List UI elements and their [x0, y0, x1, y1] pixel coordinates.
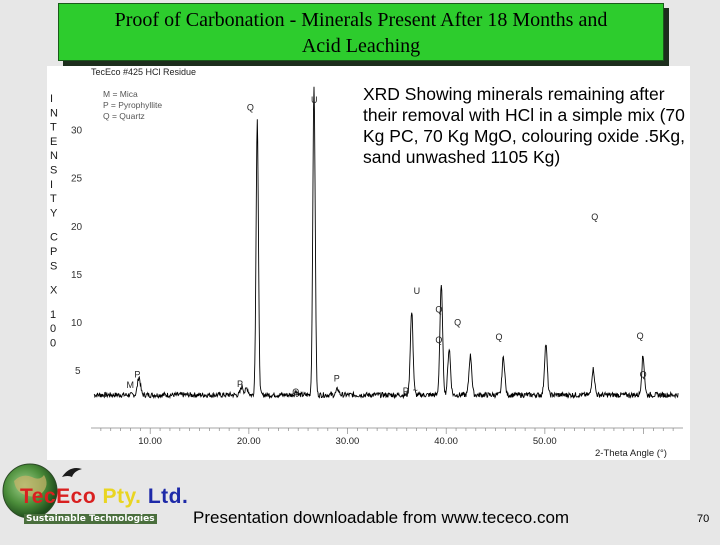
y-axis-label-letter: S	[50, 260, 58, 273]
logo-tagline: Sustainable Technologies	[26, 514, 155, 524]
y-tick-label: 20	[71, 221, 83, 233]
y-axis-label-letter: T	[50, 193, 57, 206]
x-axis-label: 2-Theta Angle (°)	[595, 448, 667, 459]
y-axis-label-letter: T	[50, 121, 57, 134]
y-axis-label-letter: 0	[50, 337, 57, 350]
peak-label: P	[134, 369, 141, 380]
logo-wordmark: TecEco Pty. Ltd.	[20, 485, 189, 508]
peak-label: Q	[495, 332, 503, 343]
x-tick-label: 50.00	[532, 436, 557, 447]
y-axis-label-letter: E	[50, 135, 58, 148]
peak-label: P	[333, 373, 340, 384]
chart-description: XRD Showing minerals remaining after their removal with HCl in a simple mix (70 Kg PC, 70 Kg MgO, colouring oxide .5Kg, sand unwashed 1105 Kg)	[363, 84, 685, 167]
chart-header: TecEco #425 HCl Residue	[91, 67, 197, 77]
y-axis-label-letter: 0	[50, 323, 57, 336]
peak-label: Q	[454, 317, 462, 328]
y-axis-label-letter: I	[50, 178, 54, 191]
peak-label: M	[126, 380, 135, 391]
peak-label: Q	[246, 102, 254, 113]
peak-label: U	[311, 94, 318, 105]
peak-label: Q	[591, 212, 599, 223]
y-tick-label: 15	[71, 269, 83, 281]
peak-label: Q	[435, 335, 443, 346]
y-tick-label: 30	[71, 125, 83, 137]
peak-label: U	[413, 286, 421, 297]
legend-entry: Q = Quartz	[103, 111, 145, 121]
peak-label: P	[237, 379, 244, 390]
y-axis-label-letter: C	[50, 231, 58, 244]
x-tick-label: 40.00	[434, 436, 458, 447]
y-axis-label-letter: Y	[50, 207, 58, 220]
x-tick-label: 30.00	[335, 436, 360, 447]
peak-label: ~	[412, 385, 418, 396]
y-axis-label-letter: N	[50, 107, 58, 120]
slide-title-line1: Proof of Carbonation - Minerals Present After 18 Months and	[114, 9, 608, 31]
y-tick-label: 10	[71, 317, 83, 329]
page-number: 70	[697, 513, 710, 525]
legend-entry: P = Pyrophyllite	[103, 100, 163, 110]
peak-label: Q	[639, 369, 647, 380]
x-tick-label: 10.00	[138, 436, 162, 447]
y-axis-label-letter: X	[50, 284, 58, 297]
y-axis-label-letter: N	[50, 150, 58, 163]
peak-label: Q	[435, 304, 443, 315]
y-axis-label-letter: P	[50, 246, 58, 258]
peak-label: Q	[292, 386, 300, 397]
x-tick-label: 20.00	[236, 436, 261, 447]
y-axis-label-letter: 1	[50, 308, 57, 321]
legend-entry: M = Mica	[103, 89, 138, 99]
peak-label: Q	[636, 331, 644, 342]
y-axis-label-letter: I	[50, 93, 54, 105]
peak-label: P	[402, 385, 409, 396]
y-axis-label-letter: S	[50, 164, 58, 177]
y-tick-label: 5	[75, 365, 81, 377]
slide-title	[58, 3, 664, 61]
y-tick-label: 25	[71, 173, 83, 185]
slide-title-line2: Acid Leaching	[301, 35, 421, 57]
footer-link-text: Presentation downloadable from www.tececo.com	[193, 508, 570, 527]
